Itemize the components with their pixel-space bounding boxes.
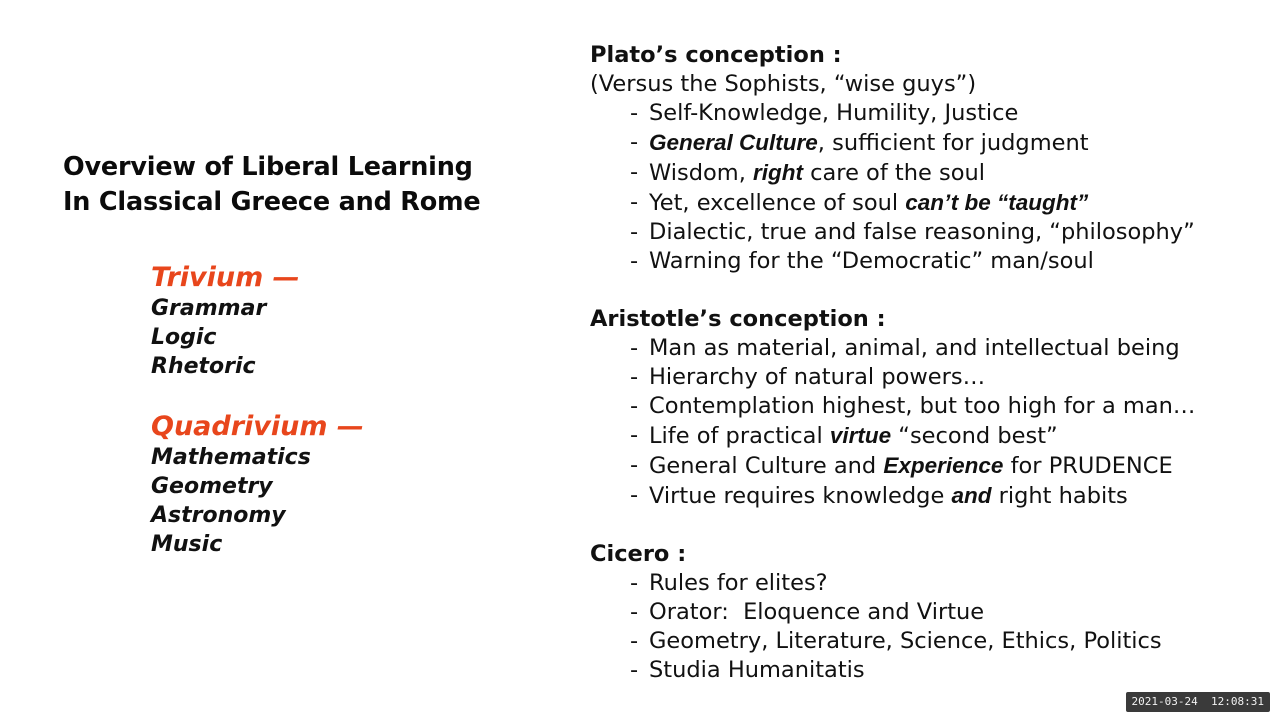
list-item [590, 481, 1260, 511]
slide-title [63, 150, 481, 220]
bullet-text: General Culture and [649, 453, 884, 479]
trivium-item-rhetoric: Rhetoric [151, 354, 256, 379]
bullet-text: Rules for elites? [649, 570, 828, 596]
aristotle-bullet-list [590, 334, 1260, 511]
bullet-dash: - [630, 452, 639, 478]
bullet-dash: - [630, 219, 639, 245]
list-item [590, 334, 1260, 363]
slide-title-line-2: In Classical Greece and Rome [63, 187, 481, 217]
bullet-emphasis: virtue [829, 423, 892, 448]
list-item [590, 656, 1260, 685]
bullet-dash: - [630, 129, 639, 155]
plato-bullet-list [590, 99, 1260, 276]
bullet-text: Orator: Eloquence and Virtue [649, 599, 985, 625]
bullet-dash: - [630, 628, 639, 654]
bullet-text: Life of practical [649, 423, 830, 449]
bullet-emphasis: General Culture [649, 130, 818, 155]
bullet-emphasis: and [951, 483, 992, 508]
quadrivium-group [151, 411, 364, 559]
list-item [590, 128, 1260, 158]
bullet-text: care of the soul [803, 160, 985, 186]
trivium-group [151, 262, 300, 381]
recording-timestamp: 2021-03-24 12:08:31 [1126, 692, 1270, 712]
plato-section [590, 41, 1260, 276]
list-item [590, 99, 1260, 128]
list-item [590, 451, 1260, 481]
bullet-emphasis: can’t be “taught” [905, 190, 1089, 215]
bullet-text: Wisdom, [649, 160, 753, 186]
quadrivium-item-geometry: Geometry [151, 474, 273, 499]
list-item [590, 218, 1260, 247]
bullet-text: Self-Knowledge, Humility, Justice [649, 100, 1019, 126]
bullet-dash: - [630, 393, 639, 419]
bullet-dash: - [630, 159, 639, 185]
quadrivium-heading: Quadrivium — [151, 411, 364, 442]
plato-section-title: Plato’s conception : [590, 42, 842, 68]
list-item [590, 363, 1260, 392]
bullet-text: Studia Humanitatis [649, 657, 865, 683]
bullet-text: Warning for the “Democratic” man/soul [649, 248, 1094, 274]
cicero-section [590, 540, 1260, 685]
slide-title-line-1: Overview of Liberal Learning [63, 152, 473, 182]
bullet-dash: - [630, 335, 639, 361]
bullet-dash: - [630, 570, 639, 596]
conceptions-column [590, 41, 1260, 685]
trivium-heading: Trivium — [151, 262, 300, 293]
trivium-item-grammar: Grammar [151, 296, 267, 321]
bullet-dash: - [630, 364, 639, 390]
list-item [590, 569, 1260, 598]
bullet-dash: - [630, 248, 639, 274]
cicero-bullet-list [590, 569, 1260, 685]
bullet-dash: - [630, 100, 639, 126]
bullet-emphasis: Experience [883, 453, 1004, 478]
bullet-text: Contemplation highest, but too high for a man… [649, 393, 1196, 419]
list-item [590, 188, 1260, 218]
trivium-item-logic: Logic [151, 325, 217, 350]
quadrivium-item-mathematics: Mathematics [151, 445, 311, 470]
aristotle-section-title: Aristotle’s conception : [590, 306, 886, 332]
bullet-text: right habits [991, 483, 1128, 509]
bullet-dash: - [630, 189, 639, 215]
bullet-text: “second best” [891, 423, 1058, 449]
bullet-emphasis: right [753, 160, 803, 185]
bullet-dash: - [630, 422, 639, 448]
list-item [590, 158, 1260, 188]
aristotle-section [590, 305, 1260, 511]
bullet-dash: - [630, 482, 639, 508]
plato-intro: (Versus the Sophists, “wise guys”) [590, 71, 977, 97]
cicero-section-title: Cicero : [590, 541, 687, 567]
bullet-text: Man as material, animal, and intellectual being [649, 335, 1180, 361]
quadrivium-item-music: Music [151, 532, 223, 557]
quadrivium-item-astronomy: Astronomy [151, 503, 286, 528]
bullet-text: Yet, excellence of soul [649, 190, 906, 216]
list-item [590, 627, 1260, 656]
bullet-dash: - [630, 657, 639, 683]
bullet-dash: - [630, 599, 639, 625]
bullet-text: Hierarchy of natural powers… [649, 364, 986, 390]
bullet-text: , sufficient for judgment [817, 130, 1089, 156]
bullet-text: for PRUDENCE [1003, 453, 1173, 479]
list-item [590, 392, 1260, 421]
list-item [590, 598, 1260, 627]
list-item [590, 247, 1260, 276]
bullet-text: Virtue requires knowledge [649, 483, 952, 509]
list-item [590, 421, 1260, 451]
bullet-text: Geometry, Literature, Science, Ethics, Politics [649, 628, 1162, 654]
bullet-text: Dialectic, true and false reasoning, “philosophy” [649, 219, 1195, 245]
